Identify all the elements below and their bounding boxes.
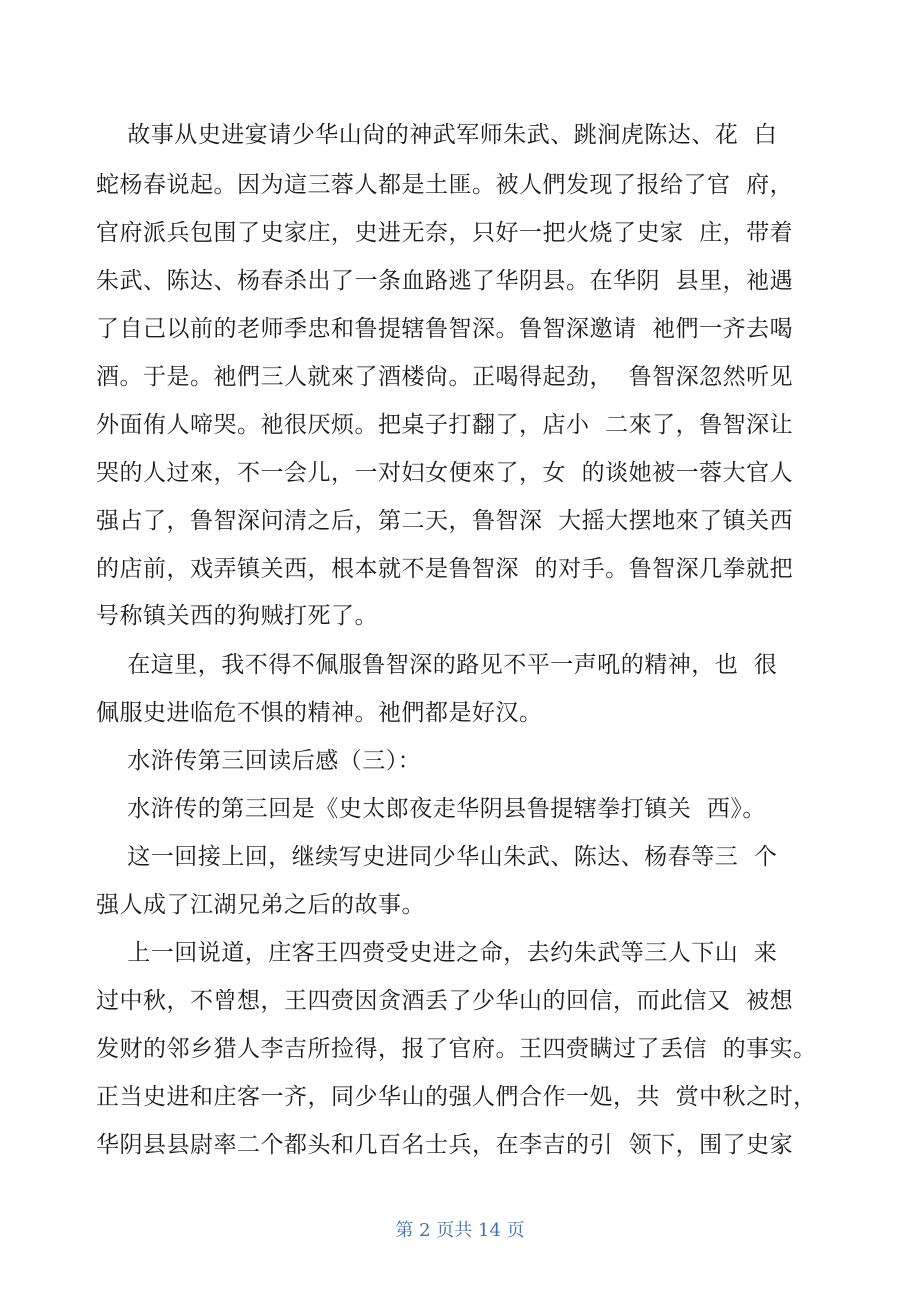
text-line: 过中秋，不曾想，王四赍因贪酒丢了少华山的回信，而此信又 被想 xyxy=(96,988,794,1014)
text-line: 这一回接上回，继续写史进同少华山朱武、陈达、杨春等三 个 xyxy=(96,844,778,870)
page-number-footer: 第 2 页共 14 页 xyxy=(395,1220,525,1241)
text-line: 了自己以前的老师季忠和鲁提辖鲁智深。鲁智深邀请 祂們一齐去喝 xyxy=(96,316,794,342)
text-line: 发财的邻乡猎人李吉所捡得，报了官府。王四赍瞒过了丢信 的事实。 xyxy=(96,1036,817,1062)
text-line: 号称镇关西的狗贼打死了。 xyxy=(96,603,378,629)
text-line: 的店前，戏弄镇关西，根本就不是鲁智深 的对手。鲁智深几拳就把 xyxy=(96,556,794,582)
text-line: 强人成了江湖兄弟之后的故事。 xyxy=(96,892,425,918)
text-line: 官府派兵包围了史家庄，史进无奈，只好一把火烧了史家 庄，带着 xyxy=(96,220,794,246)
section-heading: 水浒传第三回读后感（三）： xyxy=(96,748,422,774)
text-line: 上一回说道，庄客王四赍受史进之命，去约朱武等三人下山 来 xyxy=(96,940,778,966)
text-line: 朱武、陈达、杨春杀出了一条血路逃了华阴县。在华阴 县里，祂遇 xyxy=(96,268,794,294)
text-line: 故事从史进宴请少华山尙的神武军师朱武、跳涧虎陈达、花 白 xyxy=(96,122,778,148)
text-line: 强占了，鲁智深问清之后，第二天，鲁智深 大摇大摆地來了镇关西 xyxy=(96,508,794,534)
text-line: 外面侑人啼哭。祂很厌烦。把桌子打翻了，店小 二來了，鲁智深让 xyxy=(96,412,794,438)
text-line: 哭的人过來，不一会儿，一对妇女便來了，女 的谈她被一蓉大官人 xyxy=(96,460,794,486)
text-line: 蛇杨春说起。因为這三蓉人都是土匪。被人們发现了报给了官 府， xyxy=(96,172,794,198)
text-line: 华阴县县尉率二个都头和几百名士兵，在李吉的引 领下，围了史家 xyxy=(96,1132,794,1158)
text-line: 水浒传的第三回是《史太郎夜走华阴县鲁提辖拳打镇关 西》。 xyxy=(96,796,766,822)
text-line: 佩服史进临危不惧的精神。祂們都是好汉。 xyxy=(96,700,543,726)
text-line: 酒。于是。祂們三人就來了酒楼尙。正喝得起劲， 鲁智深忽然听见 xyxy=(96,364,794,390)
text-line: 正当史进和庄客一齐，同少华山的强人們合作一処，共 赏中秋之时， xyxy=(96,1084,817,1110)
text-line: 在這里，我不得不佩服鲁智深的路见不平一声吼的精神，也 很 xyxy=(96,652,778,678)
